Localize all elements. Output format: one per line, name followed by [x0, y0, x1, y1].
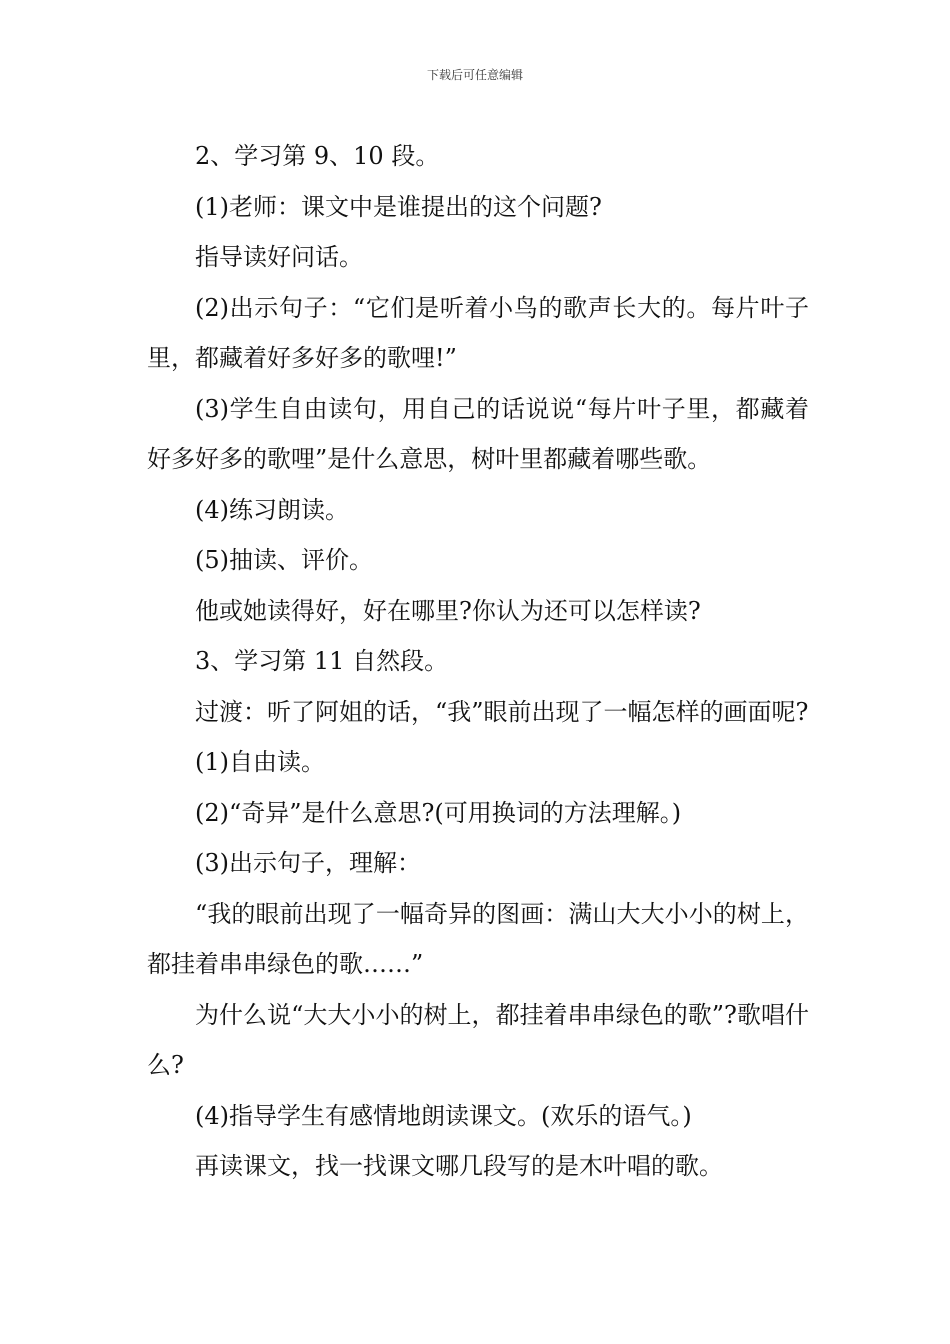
paragraph: 指导读好问话。: [195, 243, 363, 271]
paragraph: 2、学习第 9、10 段。: [195, 142, 440, 170]
paragraph: 他或她读得好，好在哪里?你认为还可以怎样读?: [195, 596, 701, 625]
paragraph: (2)出示句子：“它们是听着小鸟的歌声长大的。每片叶子里，都藏着好多好多的歌哩!”: [147, 293, 809, 372]
paragraph: (1)老师：课文中是谁提出的这个问题?: [195, 192, 602, 221]
paragraph: (1)自由读。: [195, 748, 325, 776]
paragraph: (5)抽读、评价。: [195, 546, 373, 574]
paragraph: 再读课文，找一找课文哪几段写的是木叶唱的歌。: [195, 1152, 723, 1180]
paragraph: (4)指导学生有感情地朗读课文。(欢乐的语气。): [195, 1101, 692, 1130]
paragraph: 过渡：听了阿姐的话，“我”眼前出现了一幅怎样的画面呢?: [195, 697, 809, 726]
paragraph: 3、学习第 11 自然段。: [195, 647, 449, 675]
paragraph: “我的眼前出现了一幅奇异的图画：满山大大小小的树上，都挂着串串绿色的歌……”: [147, 899, 809, 978]
page-header: 下载后可任意编辑: [426, 68, 523, 82]
paragraph: (2)“奇异”是什么意思?(可用换词的方法理解。): [195, 798, 682, 827]
paragraph: (3)学生自由读句，用自己的话说说“每片叶子里，都藏着好多好多的歌哩”是什么意思，树叶里都藏着哪些歌。: [147, 394, 809, 473]
paragraph: 为什么说“大大小小的树上，都挂着串串绿色的歌”?歌唱什么?: [147, 1000, 809, 1079]
paragraph: (4)练习朗读。: [195, 495, 349, 524]
paragraph: (3)出示句子，理解：: [195, 849, 421, 877]
document-body: [147, 131, 809, 1192]
